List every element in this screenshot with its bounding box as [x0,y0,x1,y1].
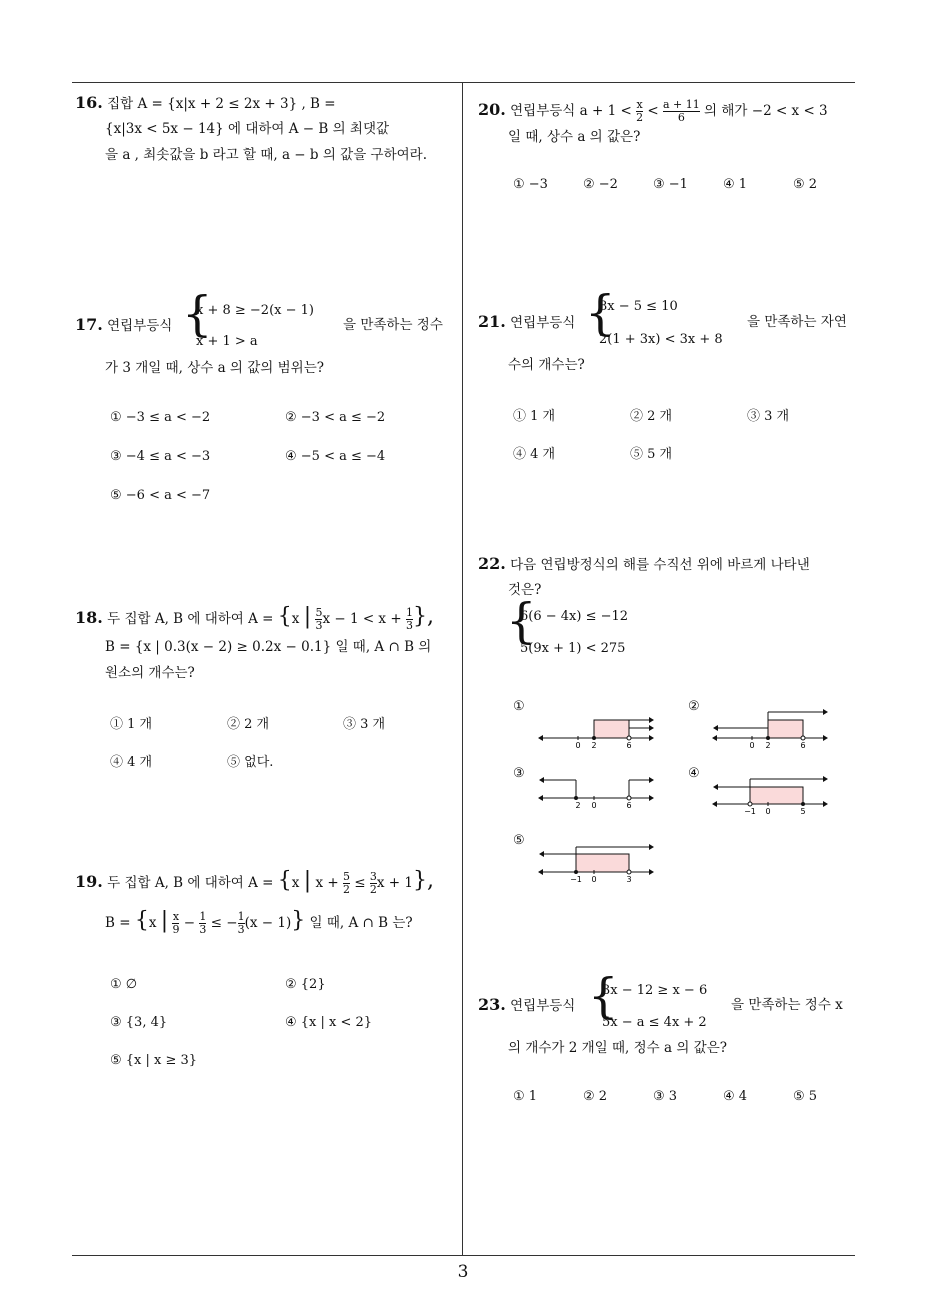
q18-option-1[interactable]: ① 1 개 [110,717,153,732]
q23-option-2[interactable]: ② 2 [583,1089,608,1104]
tick-label: 0 [765,807,771,816]
q23-option-4[interactable]: ④ 4 [723,1089,748,1104]
q16-line3: 을 a , 최솟값을 b 라고 할 때, a − b 의 값을 구하여라. [105,147,428,163]
q18-line3: 원소의 개수는? [105,665,195,681]
tick-label: 6 [626,741,632,750]
tick-label: 2 [765,741,771,750]
q19-option-4[interactable]: ④ {x | x < 2} [285,1015,373,1030]
fraction: $\frac{1}{3}$ [199,910,207,936]
q19-mid: x + 1 [376,875,413,891]
q17-option-1[interactable]: ① −3 ≤ a < −2 [110,410,211,425]
q22-option-5[interactable]: ⑤ [513,833,525,848]
q21-option-1[interactable]: ① 1 개 [513,409,556,424]
q17-option-4[interactable]: ④ −5 < a ≤ −4 [285,449,386,464]
q19-mid: − [183,915,196,931]
q22-option-4[interactable]: ④ [688,766,700,781]
q20-suffix: 의 해가 −2 < x < 3 [704,103,828,119]
tick-label: 0 [591,801,597,810]
question-number: 23. [478,995,506,1014]
q20-prefix: 연립부등식 a + 1 < [510,103,632,119]
q22-option-2[interactable]: ② [688,699,700,714]
question-number: 17. [75,315,103,334]
system-brace: { [588,968,619,1024]
q19-option-1[interactable]: ① ∅ [110,977,138,992]
page-number: 3 [457,1262,469,1282]
q17-prefix: 연립부등식 [107,318,173,334]
q23-line2: 의 개수가 2 개일 때, 정수 a 의 값은? [508,1040,727,1056]
q20-option-5[interactable]: ⑤ 2 [793,177,818,192]
q23-sys1: 3x − 12 ≥ x − 6 [602,983,708,998]
question-number: 21. [478,312,506,331]
q21-option-4[interactable]: ④ 4 개 [513,447,556,462]
q16-line2: {x|3x < 5x − 14} 에 대하여 A − B 의 최댓값 [105,121,390,137]
q22-sys2: 5(9x + 1) < 275 [520,641,626,656]
tick-label: 3 [626,875,632,884]
q19-a-prefix: 두 집합 A, B 에 대하여 A = [107,875,274,891]
q21-sys1: 8x − 5 ≤ 10 [599,299,678,314]
q20-line2: 일 때, 상수 a 의 값은? [508,129,641,145]
q18-var: x [291,611,300,627]
q17-suffix: 을 만족하는 정수 [343,317,443,333]
q19-option-5[interactable]: ⑤ {x | x ≥ 3} [110,1053,198,1068]
q17-sys1: x + 8 ≥ −2(x − 1) [196,303,314,318]
q23-option-3[interactable]: ③ 3 [653,1089,678,1104]
tick-label: 0 [575,741,581,750]
q22-option-3[interactable]: ③ [513,766,525,781]
tick-label: 6 [800,741,806,750]
q19-mid: ≤ [354,875,366,891]
q17-option-2[interactable]: ② −3 < a ≤ −2 [285,410,386,425]
q23-sys2: 5x − a ≤ 4x + 2 [602,1015,707,1030]
q17-line2: 가 3 개일 때, 상수 a 의 값의 범위는? [105,360,324,376]
system-brace: { [506,593,537,649]
number-line-1 [536,708,656,750]
fraction: $\frac{x}{9}$ [172,910,180,936]
fraction: $\frac{3}{2}$ [369,870,377,896]
q18-line2: B = {x | 0.3(x − 2) ≥ 0.2x − 0.1} 일 때, A ∩ B 의 [105,639,432,655]
q21-option-3[interactable]: ③ 3 개 [747,409,790,424]
q22-line1: 다음 연립방정식의 해를 수직선 위에 바르게 나타낸 [510,557,810,573]
tick-label: 6 [626,801,632,810]
q23-option-5[interactable]: ⑤ 5 [793,1089,818,1104]
question-number: 18. [75,608,103,627]
q18-option-3[interactable]: ③ 3 개 [343,717,386,732]
q17-option-3[interactable]: ③ −4 ≤ a < −3 [110,449,211,464]
q21-suffix: 을 만족하는 자연 [747,314,847,330]
q19-b-suffix: 일 때, A ∩ B 는? [309,915,413,931]
q21-option-5[interactable]: ⑤ 5 개 [630,447,673,462]
q22-line2: 것은? [508,582,542,598]
q18-option-2[interactable]: ② 2 개 [227,717,270,732]
number-line-2 [710,708,830,750]
tick-label: 0 [749,741,755,750]
q19-b-prefix: B = [105,915,131,931]
q19-option-3[interactable]: ③ {3, 4} [110,1015,168,1030]
q19-var: x [291,875,300,891]
q19-mid: ≤ − [210,915,238,931]
q19-var: x [148,915,157,931]
question-number: 19. [75,872,103,891]
q22-option-1[interactable]: ① [513,699,525,714]
q22-sys1: 6(6 − 4x) ≤ −12 [520,609,629,624]
q20-option-3[interactable]: ③ −1 [653,177,688,192]
q20-option-1[interactable]: ① −3 [513,177,548,192]
q21-line2: 수의 개수는? [508,357,585,373]
question-number: 22. [478,554,506,573]
q16-line1: 집합 A = {x|x + 2 ≤ 2x + 3} , B = [107,96,336,112]
system-brace: { [182,286,213,342]
fraction: $\frac{a + 11}{6}$ [662,98,700,124]
q18-a-prefix: 두 집합 A, B 에 대하여 A = [107,611,274,627]
question-number: 20. [478,100,506,119]
fraction: $\frac{1}{3}$ [237,910,245,936]
q18-option-5[interactable]: ⑤ 없다. [227,755,274,770]
question-number: 16. [75,93,103,112]
q20-mid: < [647,103,659,119]
fraction: $\frac{1}{3}$ [405,606,413,632]
system-brace: { [585,285,616,341]
fraction: $\frac{5}{2}$ [342,870,350,896]
number-line-3 [536,774,656,816]
number-line-5 [536,842,656,884]
fraction: $\frac{5}{3}$ [315,606,323,632]
tick-label: 2 [575,801,581,810]
q19-mid: (x − 1) [244,915,292,931]
tick-label: 0 [591,875,597,884]
bottom-rule [72,1255,855,1256]
tick-label: 5 [800,807,806,816]
tick-label: −1 [570,875,582,884]
top-rule [72,82,855,83]
q20-option-4[interactable]: ④ 1 [723,177,748,192]
tick-label: −1 [744,807,756,816]
q19-mid: x + [315,875,339,891]
tick-label: 2 [591,741,597,750]
q18-option-4[interactable]: ④ 4 개 [110,755,153,770]
q17-option-5[interactable]: ⑤ −6 < a < −7 [110,488,211,503]
q23-prefix: 연립부등식 [510,998,576,1014]
q21-prefix: 연립부등식 [510,315,576,331]
column-divider [462,83,463,1256]
number-line-4 [710,774,830,816]
q21-option-2[interactable]: ② 2 개 [630,409,673,424]
q17-sys2: x + 1 > a [196,334,258,349]
q23-suffix: 을 만족하는 정수 x [731,997,843,1013]
q23-option-1[interactable]: ① 1 [513,1089,538,1104]
q20-option-2[interactable]: ② −2 [583,177,618,192]
q19-option-2[interactable]: ② {2} [285,977,326,992]
fraction: $\frac{x}{2}$ [636,98,644,124]
q18-mid: x − 1 < x + [322,611,402,627]
q21-sys2: 2(1 + 3x) < 3x + 8 [599,332,723,347]
